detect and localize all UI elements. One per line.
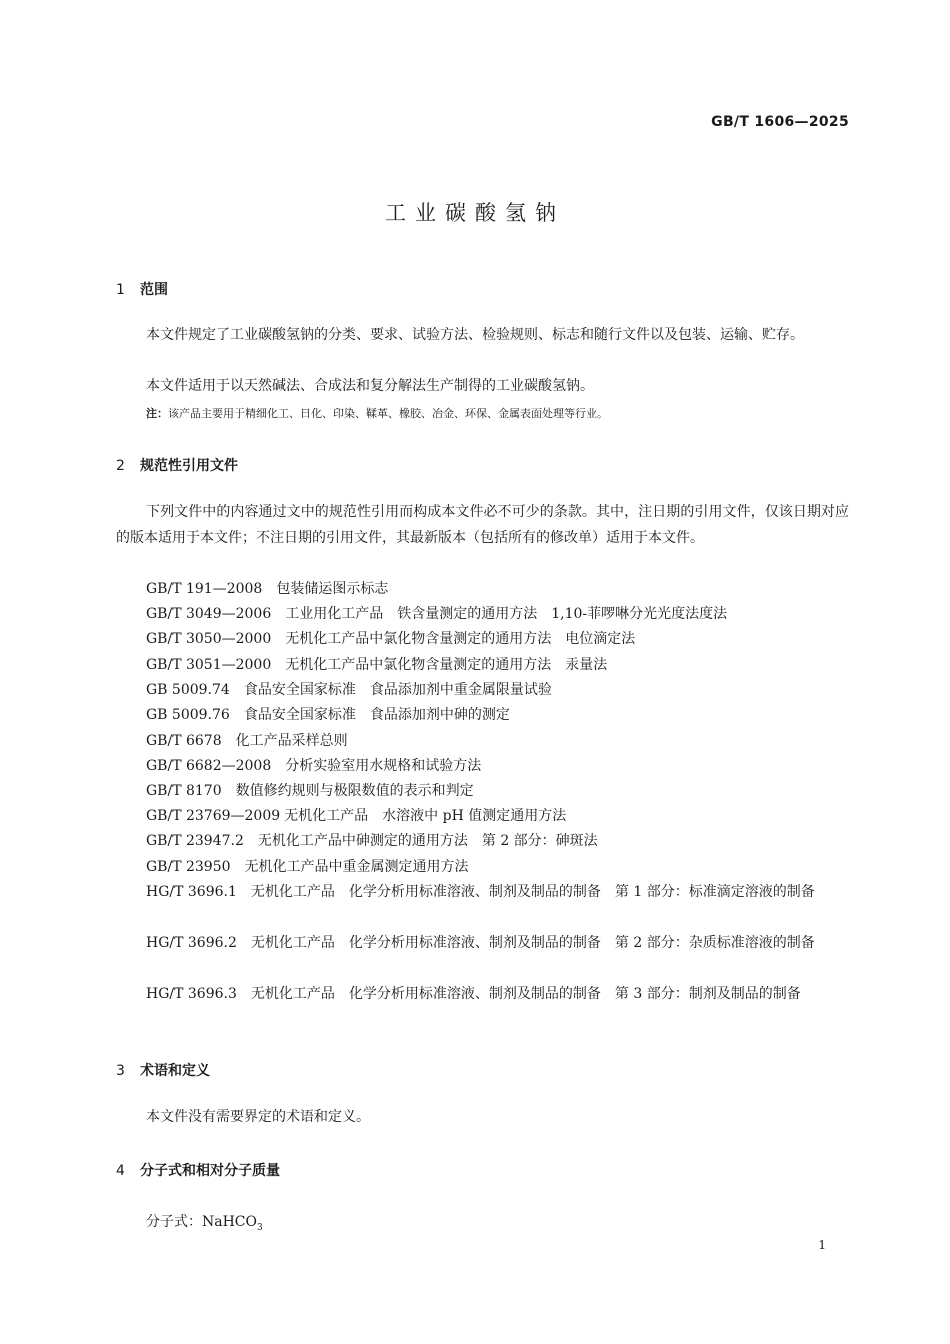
- section-number: 2: [116, 458, 125, 474]
- section-title: 分子式和相对分子质量: [140, 1163, 280, 1179]
- page-number: 1: [818, 1238, 826, 1252]
- section-1-heading: [116, 279, 168, 299]
- reference-item: GB/T 23769—2009 无机化工产品 水溶液中 pH 值测定通用方法: [146, 808, 567, 824]
- section-title: 规范性引用文件: [140, 458, 238, 474]
- reference-item: GB/T 3049—2006 工业用化工产品 铁含量测定的通用方法 1,10-菲啰啉分光光度法度法: [146, 606, 728, 622]
- document-title: 工业碳酸氢钠: [385, 201, 565, 225]
- reference-item: GB/T 191—2008 包装储运图示标志: [146, 581, 389, 597]
- formula-label: 分子式：: [146, 1214, 202, 1230]
- section-4-heading: [116, 1160, 280, 1180]
- standard-code: GB/T 1606—2025: [711, 114, 849, 130]
- reference-item: GB 5009.76 食品安全国家标准 食品添加剂中砷的测定: [146, 707, 510, 723]
- references-intro: 下列文件中的内容通过文中的规范性引用而构成本文件必不可少的条款。其中，注日期的引用文件，仅该日期对应的版本适用于本文件；不注日期的引用文件，其最新版本（包括所有的修改单）适用于本文件。: [116, 504, 849, 546]
- reference-item: GB/T 6678 化工产品采样总则: [146, 733, 348, 749]
- reference-item: HG/T 3696.3 无机化工产品 化学分析用标准溶液、制剂及制品的制备 第 3 部分：制剂及制品的制备: [146, 986, 801, 1002]
- note-text: 该产品主要用于精细化工、日化、印染、鞣革、橡胶、冶金、环保、金属表面处理等行业。: [168, 407, 608, 420]
- section-title: 范围: [140, 282, 168, 298]
- section-number: 4: [116, 1163, 125, 1179]
- section-number: 3: [116, 1063, 125, 1079]
- terms-paragraph: 本文件没有需要界定的术语和定义。: [146, 1109, 370, 1125]
- section-3-heading: [116, 1060, 210, 1080]
- reference-item: GB/T 6682—2008 分析实验室用水规格和试验方法: [146, 758, 482, 774]
- section-number: 1: [116, 282, 125, 298]
- scope-paragraph-1: 本文件规定了工业碳酸氢钠的分类、要求、试验方法、检验规则、标志和随行文件以及包装、运输、贮存。: [146, 327, 804, 343]
- reference-item: GB/T 3051—2000 无机化工产品中氯化物含量测定的通用方法 汞量法: [146, 657, 608, 673]
- reference-item: GB/T 23950 无机化工产品中重金属测定通用方法: [146, 859, 469, 875]
- formula-main: NaHCO: [202, 1214, 257, 1230]
- reference-item: HG/T 3696.1 无机化工产品 化学分析用标准溶液、制剂及制品的制备 第 1 部分：标准滴定溶液的制备: [146, 884, 815, 900]
- scope-note: [146, 405, 608, 421]
- scope-paragraph-2: 本文件适用于以天然碱法、合成法和复分解法生产制得的工业碳酸氢钠。: [146, 378, 594, 394]
- formula-subscript: 3: [257, 1222, 263, 1233]
- reference-item: HG/T 3696.2 无机化工产品 化学分析用标准溶液、制剂及制品的制备 第 2 部分：杂质标准溶液的制备: [146, 935, 815, 951]
- section-title: 术语和定义: [140, 1063, 210, 1079]
- reference-item: GB/T 23947.2 无机化工产品中砷测定的通用方法 第 2 部分：砷斑法: [146, 833, 598, 849]
- reference-item: GB/T 3050—2000 无机化工产品中氯化物含量测定的通用方法 电位滴定法: [146, 631, 636, 647]
- molecular-formula: [146, 1211, 263, 1233]
- section-2-heading: [116, 455, 238, 475]
- note-label: 注：: [146, 407, 168, 420]
- reference-item: GB 5009.74 食品安全国家标准 食品添加剂中重金属限量试验: [146, 682, 552, 698]
- reference-item: GB/T 8170 数值修约规则与极限数值的表示和判定: [146, 783, 474, 799]
